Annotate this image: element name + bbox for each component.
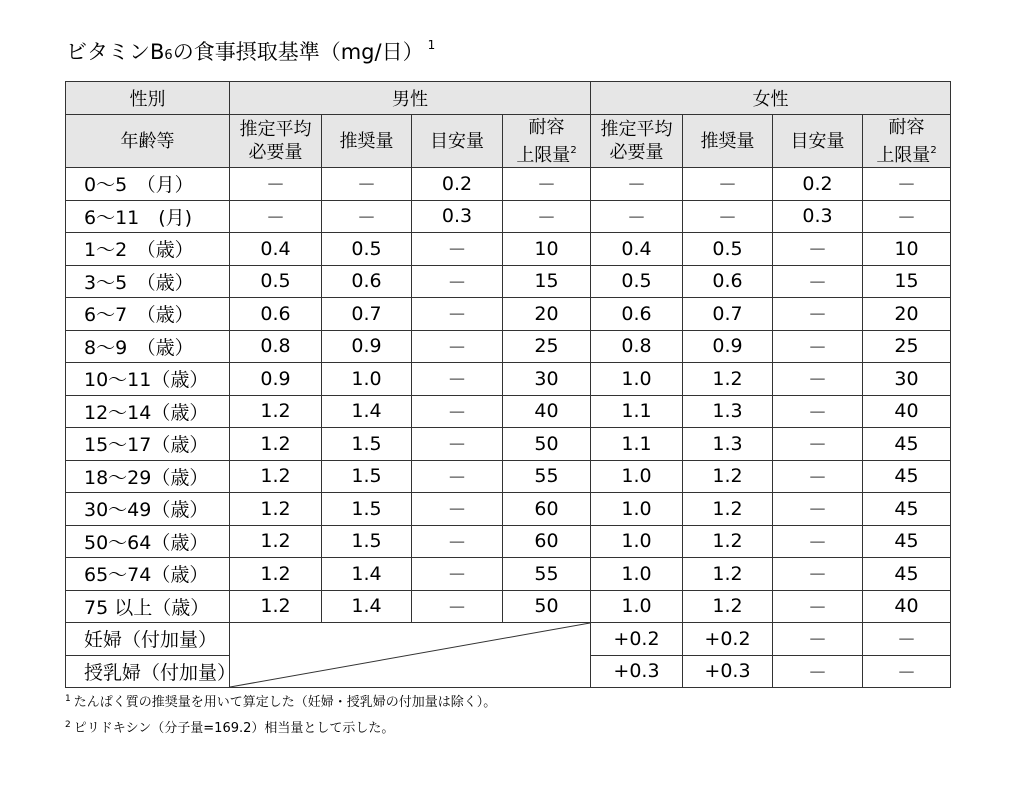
male-value-cell: －: [230, 168, 322, 201]
female-value-cell: 45: [863, 428, 951, 461]
table-row-additional: [66, 623, 951, 656]
table-row: [66, 395, 951, 428]
female-value-cell: 0.5: [591, 265, 683, 298]
age-cell: 3～5 （歳）: [66, 265, 230, 298]
male-value-cell: 20: [503, 298, 591, 331]
male-value-cell: 0.7: [322, 298, 412, 331]
male-value-cell: 1.5: [322, 493, 412, 526]
male-value-cell: 0.8: [230, 330, 322, 363]
age-cell: 12～14（歳）: [66, 395, 230, 428]
female-value-cell: －: [773, 655, 863, 688]
male-header: 男性: [230, 82, 591, 115]
male-value-cell: 0.5: [230, 265, 322, 298]
age-cell: 65～74（歳）: [66, 558, 230, 591]
intake-table: [65, 81, 951, 688]
female-value-cell: 1.1: [591, 395, 683, 428]
female-value-cell: 45: [863, 525, 951, 558]
female-value-cell: 0.6: [683, 265, 773, 298]
page-title: [66, 36, 435, 66]
female-value-cell: －: [773, 493, 863, 526]
male-value-cell: 1.4: [322, 395, 412, 428]
age-cell: 1～2 （歳）: [66, 233, 230, 266]
female-value-cell: －: [863, 168, 951, 201]
title-rest: の食事摂取基準（mg/日）: [172, 40, 424, 64]
female-value-cell: 0.7: [683, 298, 773, 331]
male-value-cell: －: [412, 265, 503, 298]
male-value-cell: 60: [503, 493, 591, 526]
male-value-cell: 10: [503, 233, 591, 266]
table-row: [66, 558, 951, 591]
male-value-cell: 1.4: [322, 590, 412, 623]
female-rda-header: 推奨量: [683, 115, 773, 168]
male-value-cell: 1.2: [230, 460, 322, 493]
male-value-cell: 0.2: [412, 168, 503, 201]
age-cell: 15～17（歳）: [66, 428, 230, 461]
male-value-cell: 25: [503, 330, 591, 363]
age-cell: 18～29（歳）: [66, 460, 230, 493]
female-value-cell: －: [863, 623, 951, 656]
male-value-cell: －: [412, 363, 503, 396]
diagonal-line: [230, 623, 590, 687]
female-value-cell: 0.8: [591, 330, 683, 363]
male-value-cell: －: [412, 428, 503, 461]
female-value-cell: 0.2: [773, 168, 863, 201]
male-value-cell: －: [230, 200, 322, 233]
male-value-cell: 1.2: [230, 558, 322, 591]
female-value-cell: 1.3: [683, 395, 773, 428]
male-value-cell: 1.2: [230, 590, 322, 623]
female-value-cell: 10: [863, 233, 951, 266]
table-row: [66, 525, 951, 558]
female-value-cell: －: [863, 655, 951, 688]
male-value-cell: 1.2: [230, 395, 322, 428]
female-value-cell: －: [683, 168, 773, 201]
male-value-cell: －: [322, 168, 412, 201]
male-value-cell: 0.6: [322, 265, 412, 298]
female-header: 女性: [591, 82, 951, 115]
male-value-cell: 1.5: [322, 525, 412, 558]
female-value-cell: +0.2: [683, 623, 773, 656]
male-value-cell: －: [322, 200, 412, 233]
age-cell: 6～11 (月): [66, 200, 230, 233]
female-value-cell: 15: [863, 265, 951, 298]
age-cell: 30～49（歳）: [66, 493, 230, 526]
table-row: [66, 330, 951, 363]
male-value-cell: 40: [503, 395, 591, 428]
male-ul-header: 耐容 上限量$^2$: [503, 115, 591, 168]
female-value-cell: －: [773, 298, 863, 331]
female-value-cell: 0.9: [683, 330, 773, 363]
age-cell: 妊婦（付加量）: [66, 623, 230, 656]
age-cell: 50～64（歳）: [66, 525, 230, 558]
title-main: ビタミンB: [66, 40, 165, 64]
male-value-cell: 30: [503, 363, 591, 396]
female-ai-header: 目安量: [773, 115, 863, 168]
female-value-cell: －: [773, 525, 863, 558]
male-value-cell: 0.9: [230, 363, 322, 396]
male-value-cell: 0.4: [230, 233, 322, 266]
female-value-cell: 20: [863, 298, 951, 331]
female-value-cell: 1.0: [591, 558, 683, 591]
male-rda-header: 推奨量: [322, 115, 412, 168]
age-cell: 75 以上（歳）: [66, 590, 230, 623]
female-value-cell: 45: [863, 558, 951, 591]
female-value-cell: －: [591, 200, 683, 233]
female-value-cell: 40: [863, 395, 951, 428]
male-value-cell: 0.5: [322, 233, 412, 266]
male-value-cell: －: [412, 590, 503, 623]
female-value-cell: 45: [863, 460, 951, 493]
female-value-cell: －: [773, 330, 863, 363]
table-row: [66, 265, 951, 298]
male-value-cell: －: [412, 395, 503, 428]
female-value-cell: +0.2: [591, 623, 683, 656]
female-ear-header: 推定平均 必要量: [591, 115, 683, 168]
female-ul-header: 耐容 上限量$^2$: [863, 115, 951, 168]
age-header: 年齢等: [66, 115, 230, 168]
female-value-cell: 1.0: [591, 590, 683, 623]
male-value-cell: 1.0: [322, 363, 412, 396]
title-subscript: 6: [164, 48, 173, 63]
female-value-cell: 1.2: [683, 590, 773, 623]
table-row: [66, 428, 951, 461]
age-cell: 10～11（歳）: [66, 363, 230, 396]
female-value-cell: －: [683, 200, 773, 233]
table-row: [66, 590, 951, 623]
male-value-cell: 1.2: [230, 525, 322, 558]
male-ear-header: 推定平均 必要量: [230, 115, 322, 168]
age-cell: 8～9 （歳）: [66, 330, 230, 363]
age-cell: 0～5 （月）: [66, 168, 230, 201]
female-value-cell: －: [863, 200, 951, 233]
male-value-cell: 1.4: [322, 558, 412, 591]
male-value-cell: 0.6: [230, 298, 322, 331]
female-value-cell: 1.3: [683, 428, 773, 461]
female-value-cell: +0.3: [683, 655, 773, 688]
male-not-applicable-cell: [230, 623, 591, 688]
footnote-1: $^1$ たんぱく質の推奨量を用いて算定した（妊婦・授乳婦の付加量は除く）。: [65, 694, 497, 710]
table-row: [66, 233, 951, 266]
female-value-cell: －: [773, 265, 863, 298]
female-value-cell: 1.0: [591, 525, 683, 558]
male-value-cell: 55: [503, 460, 591, 493]
table-row: [66, 363, 951, 396]
male-value-cell: 1.2: [230, 428, 322, 461]
male-value-cell: －: [412, 330, 503, 363]
male-value-cell: －: [412, 460, 503, 493]
male-value-cell: 55: [503, 558, 591, 591]
male-value-cell: －: [412, 233, 503, 266]
header-row-sex: [66, 82, 951, 115]
age-cell: 6～7 （歳）: [66, 298, 230, 331]
female-value-cell: －: [591, 168, 683, 201]
male-value-cell: 50: [503, 428, 591, 461]
female-value-cell: 30: [863, 363, 951, 396]
male-value-cell: －: [503, 168, 591, 201]
female-value-cell: －: [773, 623, 863, 656]
footnote-2: $^2$ ピリドキシン（分子量=169.2）相当量として示した。: [65, 720, 395, 736]
male-value-cell: 0.3: [412, 200, 503, 233]
female-value-cell: 1.0: [591, 460, 683, 493]
table-row: [66, 460, 951, 493]
female-value-cell: 0.6: [591, 298, 683, 331]
table-row: [66, 200, 951, 233]
title-footnote-mark: 1: [427, 38, 436, 52]
male-ai-header: 目安量: [412, 115, 503, 168]
female-value-cell: 45: [863, 493, 951, 526]
female-value-cell: 0.5: [683, 233, 773, 266]
male-value-cell: －: [412, 558, 503, 591]
female-value-cell: 1.2: [683, 363, 773, 396]
male-value-cell: 1.5: [322, 428, 412, 461]
female-value-cell: 1.2: [683, 525, 773, 558]
male-value-cell: －: [412, 525, 503, 558]
female-value-cell: 1.2: [683, 493, 773, 526]
female-value-cell: －: [773, 428, 863, 461]
female-value-cell: 1.2: [683, 460, 773, 493]
table-row: [66, 493, 951, 526]
male-value-cell: 15: [503, 265, 591, 298]
female-value-cell: －: [773, 395, 863, 428]
male-value-cell: 50: [503, 590, 591, 623]
female-value-cell: 40: [863, 590, 951, 623]
sex-header: 性別: [66, 82, 230, 115]
female-value-cell: 1.0: [591, 493, 683, 526]
female-value-cell: －: [773, 460, 863, 493]
age-cell: 授乳婦（付加量）: [66, 655, 230, 688]
male-value-cell: 0.9: [322, 330, 412, 363]
male-value-cell: －: [412, 298, 503, 331]
female-value-cell: 1.2: [683, 558, 773, 591]
female-value-cell: －: [773, 233, 863, 266]
female-value-cell: 1.0: [591, 363, 683, 396]
male-value-cell: －: [412, 493, 503, 526]
female-value-cell: －: [773, 590, 863, 623]
female-value-cell: 1.1: [591, 428, 683, 461]
table-row: [66, 168, 951, 201]
header-row-columns: [66, 115, 951, 168]
male-value-cell: 60: [503, 525, 591, 558]
female-value-cell: 0.3: [773, 200, 863, 233]
female-value-cell: +0.3: [591, 655, 683, 688]
female-value-cell: 0.4: [591, 233, 683, 266]
footnotes: [65, 688, 496, 740]
table-row: [66, 298, 951, 331]
female-value-cell: －: [773, 558, 863, 591]
male-value-cell: 1.2: [230, 493, 322, 526]
female-value-cell: －: [773, 363, 863, 396]
male-value-cell: 1.5: [322, 460, 412, 493]
female-value-cell: 25: [863, 330, 951, 363]
male-value-cell: －: [503, 200, 591, 233]
